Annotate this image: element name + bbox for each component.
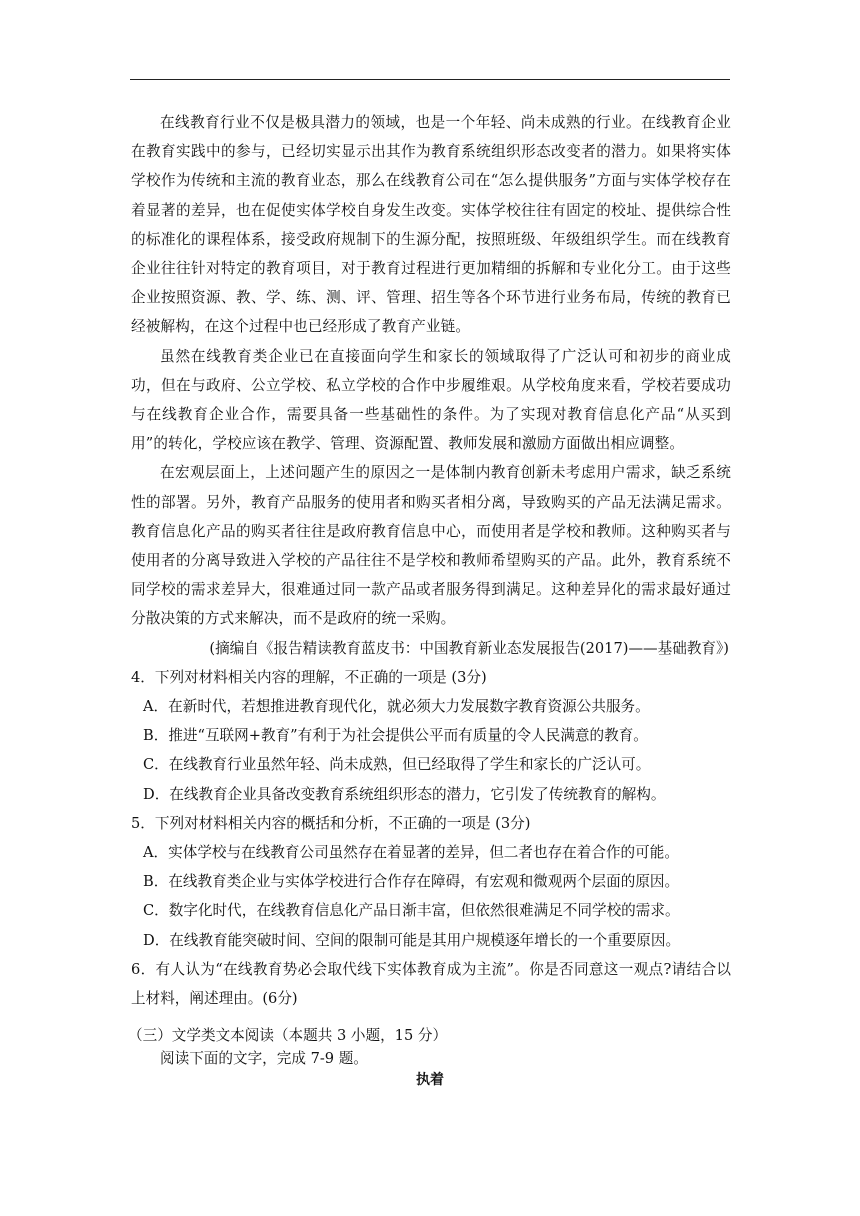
story-title: 执着 (416, 1072, 444, 1088)
section-3-heading: （三）文学类文本阅读（本题共 3 小题，15 分） (128, 1027, 448, 1044)
question-5-stem: 5．下列对材料相关内容的概括和分析，不正确的一项是 (3分) (131, 814, 531, 832)
question-4 (131, 663, 731, 809)
passage-paragraph-3: 在宏观层面上，上述问题产生的原因之一是体制内教育创新未考虑用户需求，缺乏系统性的部署。另外，教育产品服务的使用者和购买者相分离，导致购买的产品无法满足需求。教育信息化产品的购买者往往是政府教育信息中心，而使用者是学校和教师。这种购买者与使用者的分离导致进入学校的产品往往不是学校和教师希望购买的产品。此外，教育系统不同学校的需求差异大，很难通过同一款产品或者服务得到满足。这种差异化的需求最好通过分散决策的方式来解决，而不是政府的统一采购。 (131, 464, 731, 628)
question-4-option-a: A．在新时代，若想推进教育现代化，就必须大力发展数字教育资源公共服务。 (143, 698, 650, 716)
question-4-option-b: B．推进“互联网+教育”有利于为社会提供公平而有质量的令人民满意的教育。 (143, 727, 648, 745)
section-3-instruction: 阅读下面的文字，完成 7-9 题。 (160, 1050, 368, 1067)
question-6-stem: 6．有人认为“在线教育势必会取代线下实体教育成为主流”。你是否同意这一观点?请结合以上材料，阐述理由。(6分) (131, 960, 731, 1008)
question-5-option-c: C．数字化时代，在线教育信息化产品日渐丰富，但依然很难满足不同学校的需求。 (143, 902, 680, 920)
question-5-option-d: D．在线教育能突破时间、空间的限制可能是其用户规模逐年增长的一个重要原因。 (143, 931, 681, 949)
question-5-option-b: B．在线教育类企业与实体学校进行合作存在障碍，有宏观和微观两个层面的原因。 (143, 873, 680, 891)
passage-paragraph-2: 虽然在线教育类企业已在直接面向学生和家长的领域取得了广泛认可和初步的商业成功，但在与政府、公立学校、私立学校的合作中步履维艰。从学校角度来看，学校若要成功与在线教育企业合作，需要具备一些基础性的条件。为了实现对教育信息化产品“从买到用”的转化，学校应该在教学、管理、资源配置、教师发展和激励方面做出相应调整。 (131, 347, 731, 453)
question-4-option-d: D．在线教育企业具备改变教育系统组织形态的潜力，它引发了传统教育的解构。 (143, 785, 666, 803)
question-5-option-a: A．实体学校与在线教育公司虽然存在着显著的差异，但二者也存在着合作的可能。 (143, 844, 679, 862)
question-4-option-c: C．在线教育行业虽然年轻、尚未成熟，但已经取得了学生和家长的广泛认可。 (143, 756, 651, 774)
passage-source: (摘编自《报告精读教育蓝皮书：中国教育新业态发展报告(2017)——基础教育》) (209, 639, 729, 657)
header-rule (130, 79, 730, 80)
passage-paragraph-1: 在线教育行业不仅是极具潜力的领域，也是一个年轻、尚未成熟的行业。在线教育企业在教育实践中的参与，已经切实显示出其作为教育系统组织形态改变者的潜力。如果将实体学校作为传统和主流的教育业态，那么在线教育公司在“怎么提供服务”方面与实体学校存在着显著的差异，也在促使实体学校自身发生改变。实体学校往往有固定的校址、提供综合性的标准化的课程体系，接受政府规制下的生源分配，按照班级、年级组织学生。而在线教育企业往往针对特定的教育项目，对于教育过程进行更加精细的拆解和专业化分工。由于这些企业按照资源、教、学、练、测、评、管理、招生等各个环节进行业务布局，传统的教育已经被解构，在这个过程中也已经形成了教育产业链。 (131, 114, 731, 336)
question-5 (131, 809, 731, 955)
question-4-stem: 4．下列对材料相关内容的理解，不正确的一项是 (3分) (131, 668, 487, 686)
reading-passage (131, 108, 731, 1013)
